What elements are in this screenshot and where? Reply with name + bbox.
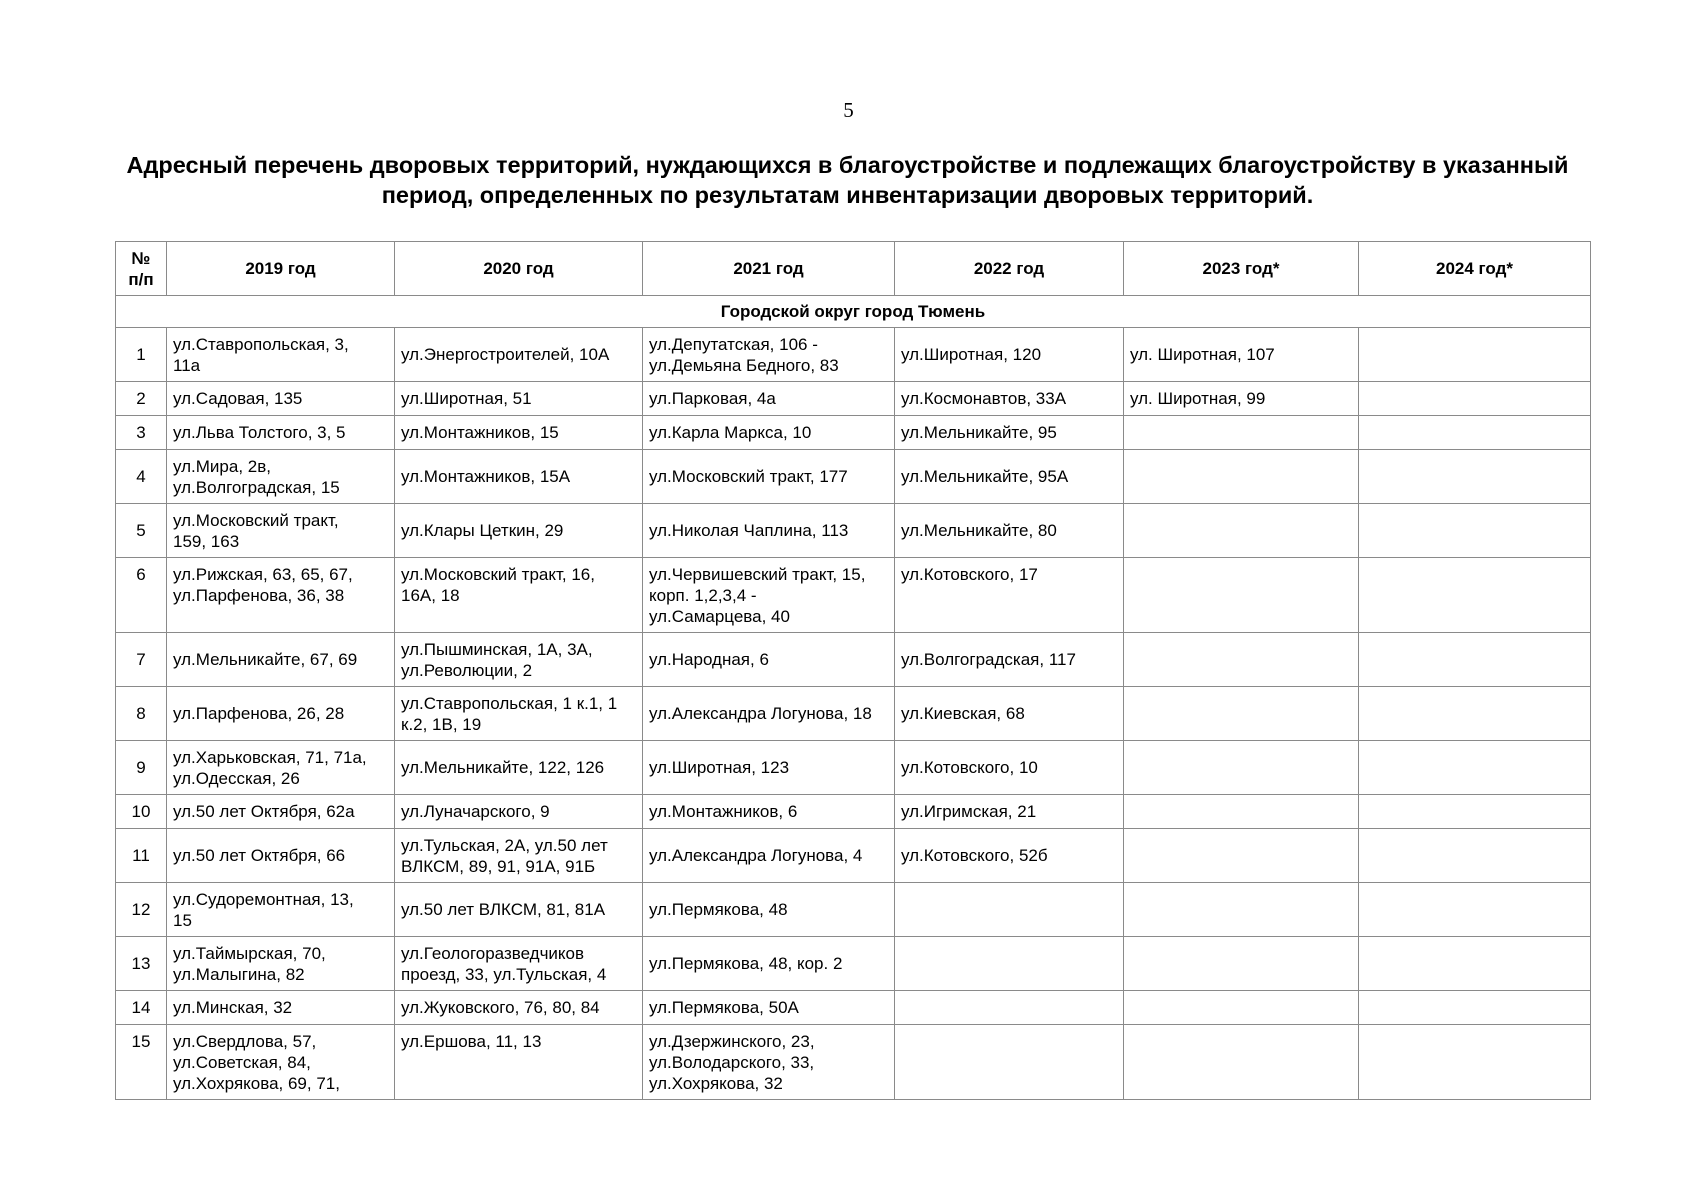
cell-2024 xyxy=(1359,382,1591,416)
cell-2023 xyxy=(1124,450,1359,504)
cell-number: 11 xyxy=(116,829,167,883)
cell-2021: ул.Широтная, 123 xyxy=(643,741,895,795)
cell-2022: ул.Киевская, 68 xyxy=(895,687,1124,741)
cell-2022: ул.Волгоградская, 117 xyxy=(895,633,1124,687)
cell-2019: ул.Ставропольская, 3, 11а xyxy=(167,328,395,382)
cell-2020: ул.Ставропольская, 1 к.1, 1 к.2, 1В, 19 xyxy=(395,687,643,741)
address-table-container xyxy=(115,241,1590,1100)
page-number: 5 xyxy=(843,98,854,122)
cell-2020: ул.Московский тракт, 16, 16А, 18 xyxy=(395,558,643,633)
cell-2022 xyxy=(895,991,1124,1025)
cell-2019: ул.Минская, 32 xyxy=(167,991,395,1025)
table-row xyxy=(116,937,1591,991)
cell-2021: ул.Пермякова, 50А xyxy=(643,991,895,1025)
table-row xyxy=(116,829,1591,883)
cell-2024 xyxy=(1359,991,1591,1025)
cell-2019: ул.Судоремонтная, 13, 15 xyxy=(167,883,395,937)
cell-2022: ул.Игримская, 21 xyxy=(895,795,1124,829)
cell-2024 xyxy=(1359,687,1591,741)
cell-2021: ул.Николая Чаплина, 113 xyxy=(643,504,895,558)
table-body xyxy=(116,296,1591,1100)
cell-2024 xyxy=(1359,741,1591,795)
header-2019: 2019 год xyxy=(167,242,395,296)
cell-2021: ул.Депутатская, 106 - ул.Демьяна Бедного, 83 xyxy=(643,328,895,382)
header-2024: 2024 год* xyxy=(1359,242,1591,296)
cell-2020: ул.Жуковского, 76, 80, 84 xyxy=(395,991,643,1025)
cell-2022: ул.Котовского, 17 xyxy=(895,558,1124,633)
cell-2020: ул.Пышминская, 1А, 3А, ул.Революции, 2 xyxy=(395,633,643,687)
cell-2024 xyxy=(1359,633,1591,687)
cell-2023 xyxy=(1124,687,1359,741)
cell-number: 10 xyxy=(116,795,167,829)
cell-number: 12 xyxy=(116,883,167,937)
cell-2019: ул.50 лет Октября, 66 xyxy=(167,829,395,883)
cell-2024 xyxy=(1359,1025,1591,1100)
table-row xyxy=(116,741,1591,795)
table-header xyxy=(116,242,1591,296)
cell-2021: ул.Карла Маркса, 10 xyxy=(643,416,895,450)
cell-2022: ул.Широтная, 120 xyxy=(895,328,1124,382)
cell-2021: ул.Пермякова, 48 xyxy=(643,883,895,937)
cell-2023 xyxy=(1124,883,1359,937)
table-row xyxy=(116,328,1591,382)
cell-2021: ул.Парковая, 4а xyxy=(643,382,895,416)
cell-2019: ул.Московский тракт, 159, 163 xyxy=(167,504,395,558)
cell-2019: ул.Парфенова, 26, 28 xyxy=(167,687,395,741)
cell-2023 xyxy=(1124,937,1359,991)
cell-2024 xyxy=(1359,883,1591,937)
cell-2022: ул.Мельникайте, 95 xyxy=(895,416,1124,450)
cell-2019: ул.Свердлова, 57, ул.Советская, 84, ул.Хохрякова, 69, 71, xyxy=(167,1025,395,1100)
cell-2019: ул.Харьковская, 71, 71а, ул.Одесская, 26 xyxy=(167,741,395,795)
cell-number: 3 xyxy=(116,416,167,450)
cell-2021: ул.Московский тракт, 177 xyxy=(643,450,895,504)
cell-number: 8 xyxy=(116,687,167,741)
cell-2023 xyxy=(1124,829,1359,883)
cell-2022: ул.Космонавтов, 33А xyxy=(895,382,1124,416)
cell-number: 14 xyxy=(116,991,167,1025)
cell-2019: ул.Мельникайте, 67, 69 xyxy=(167,633,395,687)
cell-2023: ул. Широтная, 107 xyxy=(1124,328,1359,382)
cell-2024 xyxy=(1359,829,1591,883)
cell-2020: ул.Ершова, 11, 13 xyxy=(395,1025,643,1100)
cell-number: 15 xyxy=(116,1025,167,1100)
group-row xyxy=(116,296,1591,328)
cell-number: 6 xyxy=(116,558,167,633)
cell-2023 xyxy=(1124,1025,1359,1100)
cell-number: 7 xyxy=(116,633,167,687)
cell-2023 xyxy=(1124,741,1359,795)
header-2021: 2021 год xyxy=(643,242,895,296)
cell-2020: ул.Широтная, 51 xyxy=(395,382,643,416)
cell-number: 1 xyxy=(116,328,167,382)
header-row xyxy=(116,242,1591,296)
table-row xyxy=(116,687,1591,741)
address-table xyxy=(115,241,1591,1100)
cell-2020: ул.Клары Цеткин, 29 xyxy=(395,504,643,558)
cell-2020: ул.Монтажников, 15А xyxy=(395,450,643,504)
cell-number: 5 xyxy=(116,504,167,558)
cell-2019: ул.Таймырская, 70, ул.Малыгина, 82 xyxy=(167,937,395,991)
table-row xyxy=(116,1025,1591,1100)
cell-2023 xyxy=(1124,558,1359,633)
cell-2022: ул.Котовского, 10 xyxy=(895,741,1124,795)
table-row xyxy=(116,382,1591,416)
header-2023: 2023 год* xyxy=(1124,242,1359,296)
cell-2021: ул.Червишевский тракт, 15, корп. 1,2,3,4 - ул.Самарцева, 40 xyxy=(643,558,895,633)
cell-number: 9 xyxy=(116,741,167,795)
cell-2021: ул.Монтажников, 6 xyxy=(643,795,895,829)
cell-2022: ул.Мельникайте, 80 xyxy=(895,504,1124,558)
table-row xyxy=(116,416,1591,450)
cell-2024 xyxy=(1359,795,1591,829)
cell-2019: ул.50 лет Октября, 62а xyxy=(167,795,395,829)
cell-2023 xyxy=(1124,991,1359,1025)
cell-2020: ул.Тульская, 2А, ул.50 лет ВЛКСМ, 89, 91, 91А, 91Б xyxy=(395,829,643,883)
cell-2019: ул.Садовая, 135 xyxy=(167,382,395,416)
table-row xyxy=(116,795,1591,829)
cell-2021: ул.Народная, 6 xyxy=(643,633,895,687)
cell-2020: ул.Монтажников, 15 xyxy=(395,416,643,450)
cell-2022: ул.Мельникайте, 95А xyxy=(895,450,1124,504)
cell-2023 xyxy=(1124,504,1359,558)
cell-2023: ул. Широтная, 99 xyxy=(1124,382,1359,416)
table-row xyxy=(116,633,1591,687)
cell-2020: ул.Мельникайте, 122, 126 xyxy=(395,741,643,795)
table-row xyxy=(116,450,1591,504)
cell-2024 xyxy=(1359,558,1591,633)
cell-2019: ул.Мира, 2в, ул.Волгоградская, 15 xyxy=(167,450,395,504)
document-title: Адресный перечень дворовых территорий, нуждающихся в благоустройстве и подлежащих благоустройству в указанный период, определенных по результатам инвентаризации дворовых территорий. xyxy=(126,152,1569,208)
cell-number: 2 xyxy=(116,382,167,416)
cell-2023 xyxy=(1124,795,1359,829)
cell-2024 xyxy=(1359,937,1591,991)
header-number: № п/п xyxy=(116,242,167,296)
table-row xyxy=(116,504,1591,558)
header-2022: 2022 год xyxy=(895,242,1124,296)
cell-2020: ул.50 лет ВЛКСМ, 81, 81А xyxy=(395,883,643,937)
cell-2023 xyxy=(1124,416,1359,450)
cell-2022: ул.Котовского, 52б xyxy=(895,829,1124,883)
cell-2021: ул.Александра Логунова, 4 xyxy=(643,829,895,883)
table-row xyxy=(116,558,1591,633)
cell-2020: ул.Луначарского, 9 xyxy=(395,795,643,829)
cell-2021: ул.Пермякова, 48, кор. 2 xyxy=(643,937,895,991)
cell-2021: ул.Дзержинского, 23, ул.Володарского, 33, ул.Хохрякова, 32 xyxy=(643,1025,895,1100)
cell-2019: ул.Рижская, 63, 65, 67, ул.Парфенова, 36, 38 xyxy=(167,558,395,633)
cell-2022 xyxy=(895,937,1124,991)
cell-2024 xyxy=(1359,328,1591,382)
cell-number: 13 xyxy=(116,937,167,991)
cell-2019: ул.Льва Толстого, 3, 5 xyxy=(167,416,395,450)
cell-2024 xyxy=(1359,504,1591,558)
cell-2022 xyxy=(895,1025,1124,1100)
cell-2020: ул.Энергостроителей, 10А xyxy=(395,328,643,382)
table-row xyxy=(116,883,1591,937)
table-row xyxy=(116,991,1591,1025)
cell-number: 4 xyxy=(116,450,167,504)
cell-2024 xyxy=(1359,416,1591,450)
cell-2021: ул.Александра Логунова, 18 xyxy=(643,687,895,741)
cell-2024 xyxy=(1359,450,1591,504)
cell-2023 xyxy=(1124,633,1359,687)
header-2020: 2020 год xyxy=(395,242,643,296)
cell-2020: ул.Геологоразведчиков проезд, 33, ул.Тульская, 4 xyxy=(395,937,643,991)
cell-2022 xyxy=(895,883,1124,937)
group-label: Городской округ город Тюмень xyxy=(116,296,1591,328)
